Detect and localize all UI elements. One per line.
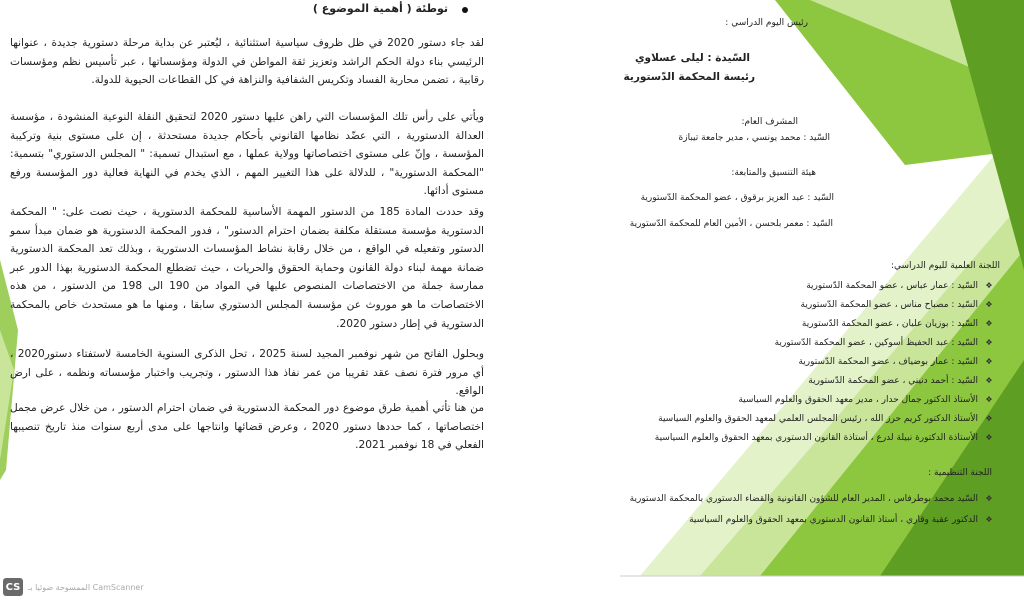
list-item: ❖السّيد : عمار بوضياف ، عضو المحكمة الدّستورية xyxy=(798,357,993,367)
paragraph-4: وبحلول الفاتح من شهر نوفمبر المجيد لسنة 2025 ، تحل الذكرى السنوية الخامسة لاستفتاء دستور2020 ، أي مرور فترة نصف عقد تقريبا من عمر نفاذ هذا الدستور ، وتجريب واختبار مؤسساته ونظمه ، على ارض الواقع. xyxy=(10,348,484,398)
supervisor-label: المشرف العام: xyxy=(741,117,798,127)
list-item: ❖السّيد : عمار عباس ، عضو المحكمة الدّستورية xyxy=(806,281,993,291)
checkbox-bullet-icon: ❖ xyxy=(985,376,993,385)
watermark-text: الممسوحة ضوئيا بـ CamScanner xyxy=(28,582,144,592)
list-item: ❖السّيد : بوزيان عليان ، عضو المحكمة الدّستورية xyxy=(801,319,993,329)
checkbox-bullet-icon: ❖ xyxy=(985,414,993,423)
supervisor-name: السّيد : محمد يونسي ، مدير جامعة تيبازة xyxy=(678,133,830,143)
coordination-label: هيئة التنسيق والمتابعة: xyxy=(731,168,816,178)
checkbox-bullet-icon: ❖ xyxy=(985,395,993,404)
bullet-icon xyxy=(462,7,468,13)
president-name: السّيدة : ليلى عسلاوي xyxy=(634,52,750,64)
list-item: ❖السّيد : مصباح مناس ، عضو المحكمة الدّستورية xyxy=(800,300,993,310)
camscanner-logo-icon: CS xyxy=(3,578,23,596)
list-item: ❖السّيد : أحمد دنيني ، عضو المحكمة الدّستورية xyxy=(808,376,993,386)
list-item: ❖الدكتور عقبة وقاري ، أستاذ القانون الدستوري بمعهد الحقوق والعلوم السياسية xyxy=(689,515,993,525)
checkbox-bullet-icon: ❖ xyxy=(985,319,993,328)
checkbox-bullet-icon: ❖ xyxy=(985,515,993,524)
scanner-watermark xyxy=(3,578,144,596)
organizing-committee-label: اللجنة التنظيمية : xyxy=(928,468,992,478)
list-item: ❖الأستاذة الدكتورة نبيلة لدرع ، أستاذة القانون الدستوري بمعهد الحقوق والعلوم السياسية xyxy=(654,433,993,443)
coordination-member: السّيد : عبد العزيز برقوق ، عضو المحكمة الدّستورية xyxy=(640,193,834,203)
scientific-committee-label: اللجنة العلمية لليوم الدراسي: xyxy=(890,261,1000,271)
list-item: ❖السّيد : عبد الحفيظ أسوكين ، عضو المحكمة الدّستورية xyxy=(774,338,993,348)
checkbox-bullet-icon: ❖ xyxy=(985,338,993,347)
list-item: ❖الأستاذ الدكتور كريم حرز الله ، رئيس المجلس العلمي لمعهد الحقوق والعلوم السياسية xyxy=(658,414,993,424)
checkbox-bullet-icon: ❖ xyxy=(985,357,993,366)
paragraph-5: من هنا تأتي أهمية طرق موضوع دور المحكمة الدستورية في ضمان احترام الدستور ، من خلال عرض مجمل اختصاصاتها ، كما حددها دستور 2020 ، وعرض قضائها وانتاجها على مدى أربع سنوات منذ تاريخ تنصيبها الفعلي في 18 نوفمبر 2021. xyxy=(10,402,484,452)
paragraph-2: ويأتي على رأس تلك المؤسسات التي راهن عليها دستور 2020 لتحقيق النقلة النوعية المنشودة ، مؤسسة العدالة الدستورية ، التي عضّد نظامها القانوني بأحكام جديدة مستحدثة ، إن على مستوى بنية وتركيبة المؤسسة ، وإنّ على مستوى اختصاصاتها وولاية عملها ، مع استبدال تسمية: " المجلس الدستوري" بتسمية: "المحكمة الدستورية" ، للدلالة على هذا التغيير المهم ، الذي يخدم في النهاية فعالية دور المؤسسة ورفع مستوى أدائها. xyxy=(10,111,484,198)
paragraph-1: لقد جاء دستور 2020 في ظل ظروف سياسية استثنائية ، ليُعتبر عن بداية مرحلة دستورية جديدة ، عنوانها الرئيسي بناء دولة الحكم الراشد وتعزيز ثقة المواطن في الدولة ومؤسساتها ، عبر تأسيس نظم ومؤسسات رقابية ، تضمن محاربة الفساد وتكريس الشفافية والنزاهة في كل القطاعات الحيوية للدولة. xyxy=(10,37,484,87)
checkbox-bullet-icon: ❖ xyxy=(985,300,993,309)
checkbox-bullet-icon: ❖ xyxy=(985,433,993,442)
checkbox-bullet-icon: ❖ xyxy=(985,494,993,503)
section-heading: توطئة ( أهمية الموضوع ) xyxy=(312,2,448,15)
paragraph-3: وقد حددت المادة 185 من الدستور المهمة الأساسية للمحكمة الدستورية ، حيث نصت على: " المحكمة الدستورية مؤسسة مستقلة مكلفة بضمان احترام الدستور" ، فدور المحكمة الدستورية هو ضمان مبدأ سمو الدستور وتفعيله في الواقع ، من خلال رقابة نشاط المؤسسات الدستورية ، وبذلك تعد المحكمة الدستورية ضمانة مهمة لبناء دولة القانون وحماية الحقوق والحريات ، حيث تضطلع المحكمة الدستورية بهذا الدور عبر ممارسة جملة من الاختصاصات المنصوص عليها في المواد من 190 الى 198 من الدستور ، من هذه الاختصاصات ما هو موروث عن مؤسسة المجلس الدستوري سابقا ، ومنها ما هو مستحدث خاص بالمحكمة الدستورية في إطار دستور 2020. xyxy=(10,206,484,330)
list-item: ❖الأستاذ الدكتور جمال حدار ، مدير معهد الحقوق والعلوم السياسية xyxy=(738,395,993,405)
president-label: رئيس اليوم الدراسي : xyxy=(725,18,808,28)
checkbox-bullet-icon: ❖ xyxy=(985,281,993,290)
list-item: ❖السّيد محمد بوطرفاس ، المدير العام للشؤون القانونية والقضاء الدستوري بالمحكمة الدستورية xyxy=(629,494,993,504)
coordination-member: السّيد : معمر بلحسن ، الأمين العام للمحكمة الدّستورية xyxy=(629,219,833,229)
president-title: رئيسة المحكمة الدّستورية xyxy=(623,71,755,83)
